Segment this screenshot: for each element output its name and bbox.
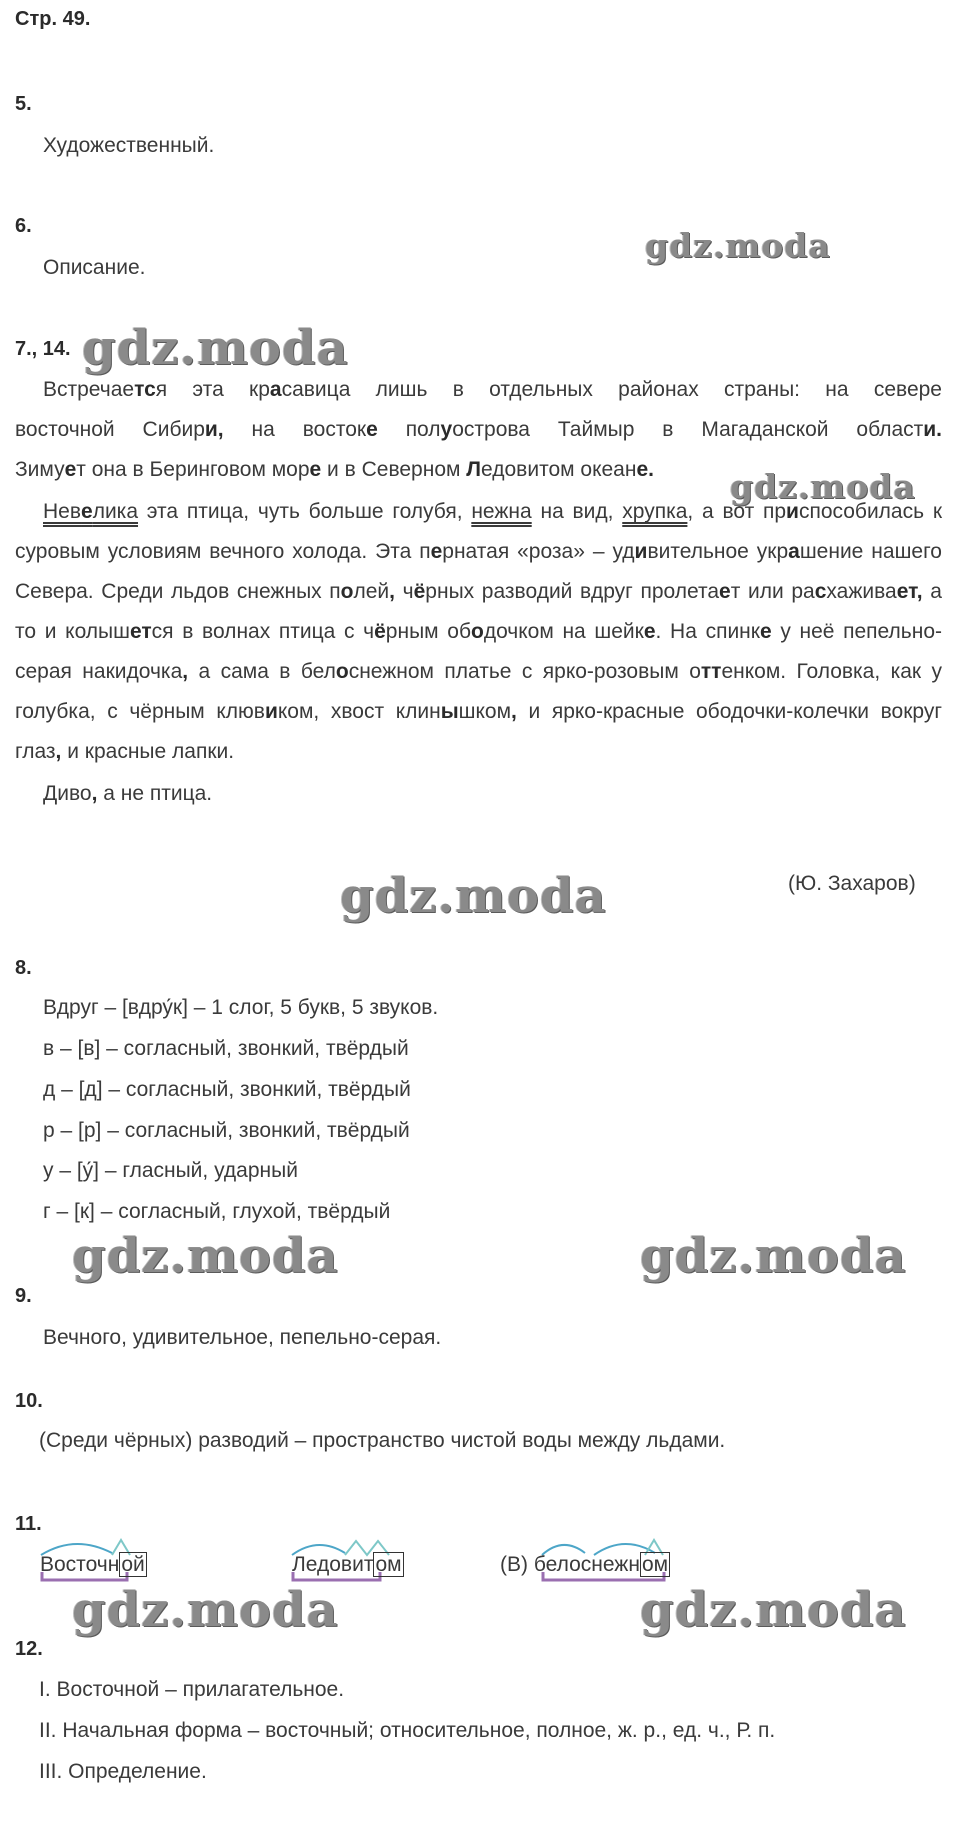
phonetic-line: Вдруг – [вдру́к] – 1 слог, 5 букв, 5 звуков.: [43, 996, 439, 1019]
paragraph-1-line-3: Зимует она в Беринговом море и в Северном Ледовитом океане.: [15, 458, 654, 481]
ending-box: ом: [375, 1553, 402, 1576]
morph-word-3: (В) белоснежном: [500, 1553, 669, 1576]
phonetic-line: в – [в] – согласный, звонкий, твёрдый: [43, 1037, 409, 1060]
watermark: gdz.moda: [72, 1582, 339, 1638]
phonetic-line: д – [д] – согласный, звонкий, твёрдый: [43, 1078, 411, 1101]
ending-box: ой: [121, 1553, 145, 1576]
paragraph-1-line-2: восточной Сибири, на востоке полуострова Таймыр в Магаданской области.: [15, 418, 942, 441]
watermark: gdz.moda: [72, 1228, 339, 1284]
author-signature: (Ю. Захаров): [788, 872, 916, 895]
task-12-number: 12.: [15, 1638, 43, 1660]
phonetic-line: у – [у́] – гласный, ударный: [43, 1159, 298, 1182]
phonetic-line: г – [к] – согласный, глухой, твёрдый: [43, 1200, 391, 1223]
watermark: gdz.moda: [730, 467, 916, 506]
task-10-answer: (Среди чёрных) разводий – пространство чистой воды между льдами.: [39, 1429, 726, 1452]
watermark: gdz.moda: [645, 226, 831, 265]
morph-word-1: Восточной: [40, 1553, 145, 1576]
analysis-line: II. Начальная форма – восточный; относительное, полное, ж. р., ед. ч., Р. п.: [39, 1719, 776, 1742]
task-7-number: 7., 14.: [15, 338, 71, 360]
watermark: gdz.moda: [640, 1582, 907, 1638]
task-10-number: 10.: [15, 1390, 43, 1412]
task-8-number: 8.: [15, 957, 32, 979]
paragraph-1-line-1: Встречается эта красавица лишь в отдельных районах страны: на севере: [43, 378, 942, 401]
paragraph-2: Невелика эта птица, чуть больше голубя, нежна на вид, хрупка, а вот приспособилась к суровым условиям вечного холода. Эта пернатая «роза» – удивительное украшение нашего Севера. Среди льдов снежных полей, чёрных разводий вдруг пролетает или расхаживает, а то и колышется в волнах птица с чёрным ободочком на шейке. На спинке у неё пепельно-серая накидочка, а сама в белоснежном платье с ярко-розовым оттенком. Головка, как у голубка, с чёрным клювиком, хвост клинышком, и ярко-красные ободочки-колечки вокруг глаз, и красные лапки.: [15, 500, 943, 763]
morph-word-2: Ледовитом: [292, 1553, 402, 1576]
task-9-number: 9.: [15, 1285, 32, 1307]
page-title: Стр. 49.: [15, 8, 91, 30]
watermark: gdz.moda: [82, 320, 349, 376]
task-5-number: 5.: [15, 93, 32, 115]
ending-box: ом: [641, 1553, 669, 1576]
task-5-answer: Художественный.: [43, 134, 215, 157]
analysis-line: III. Определение.: [39, 1760, 207, 1783]
analysis-line: I. Восточной – прилагательное.: [39, 1678, 345, 1701]
task-11-number: 11.: [15, 1513, 42, 1535]
task-9-answer: Вечного, удивительное, пепельно-серая.: [43, 1326, 442, 1349]
watermark: gdz.moda: [340, 868, 607, 924]
watermark: gdz.moda: [640, 1228, 907, 1284]
paragraph-3: Диво, а не птица.: [43, 782, 213, 805]
task-6-number: 6.: [15, 215, 32, 237]
phonetic-line: р – [р] – согласный, звонкий, твёрдый: [43, 1119, 410, 1142]
task-6-answer: Описание.: [43, 256, 146, 279]
